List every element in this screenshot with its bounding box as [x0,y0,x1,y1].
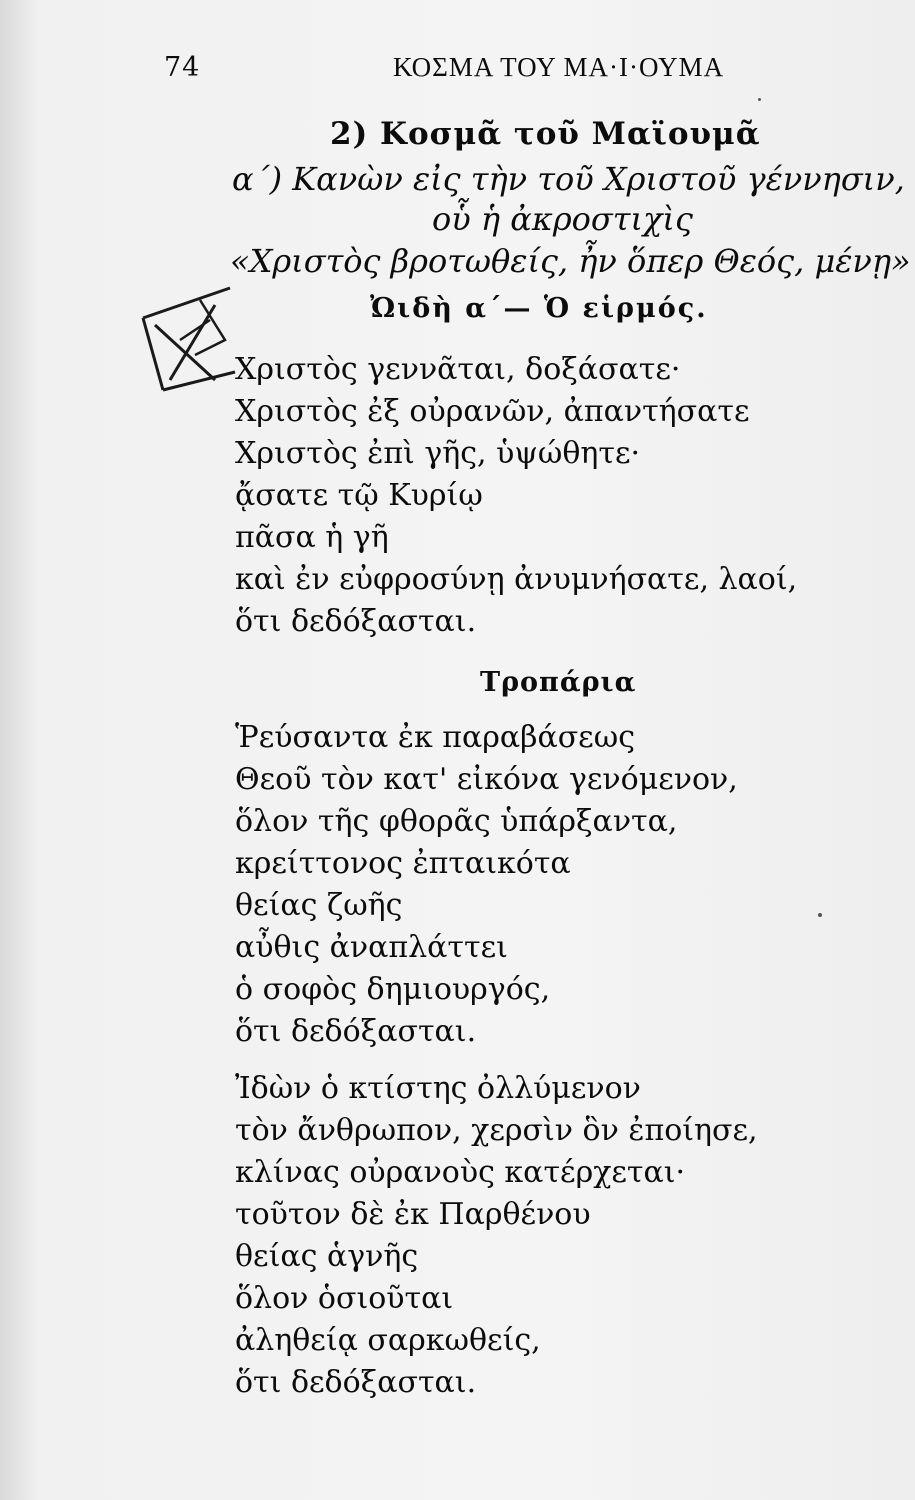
running-head [160,52,760,92]
troparion-2 [235,1068,758,1404]
page-number: 74 [164,52,201,83]
verse-line: ὅτι δεδόξασται. [235,1365,477,1400]
verse-line: ὅλον ὁσιοῦται [235,1281,454,1316]
subtitle-line-2: οὗ ἡ ἀκροστιχὶς [432,200,693,238]
verse-line: ὅτι δεδόξασται. [235,604,477,639]
ode-heading: Ὠιδὴ α΄— Ὁ εἱρμός. [370,293,708,324]
verse-line: ὅτι δεδόξασται. [235,1014,477,1049]
verse-line: Ἰδὼν ὁ κτίστης ὀλλύμενον [235,1071,641,1106]
paper-speck [758,98,761,101]
subtitle-line-3: «Χριστὸς βροτωθείς, ἦν ὅπερ Θεός, μένῃ» [230,242,911,280]
verse-line: αὖθις ἀναπλάττει [235,930,508,965]
verse-line: καὶ ἐν εὐφροσύνῃ ἀνυμνήσατε, λαοί, [235,562,798,597]
verse-line: Ῥεύσαντα ἐκ παραβάσεως [235,720,635,755]
running-title: ΚΟΣΜΑ ΤΟΥ ΜΑ·Ι·ΟΥΜΑ [393,52,725,82]
verse-line: θείας ἁγνῆς [235,1239,419,1274]
subtitle-line-1: α΄) Κανὼν εἰς τὴν τοῦ Χριστοῦ γέννησιν, [232,160,905,198]
verse-line: Χριστὸς ἐπὶ γῆς, ὑψώθητε· [235,436,641,471]
verse-line: ὅλον τῆς φθορᾶς ὑπάρξαντα, [235,804,678,839]
verse-line: ἀληθείᾳ σαρκωθείς, [235,1323,541,1358]
handwritten-cross-mark-icon [135,280,240,405]
verse-line: ὁ σοφὸς δημιουργός, [235,972,551,1007]
heirmos-block [235,349,797,643]
verse-line: κλίνας οὐρανοὺς κατέρχεται· [235,1155,686,1190]
verse-line: Χριστὸς ἐξ οὐρανῶν, ἀπαντήσατε [235,394,750,429]
verse-line: κρείττονος ἐπταικότα [235,846,571,881]
verse-line: θείας ζωῆς [235,888,403,923]
verse-line: ᾄσατε τῷ Κυρίῳ [235,478,483,513]
section-title: 2) Κοσμᾶ τοῦ Μαϊουμᾶ [330,116,761,152]
troparia-heading: Τροπάρια [480,667,637,698]
paper-speck [818,913,822,917]
troparion-1 [235,717,738,1053]
verse-line: τὸν ἄνθρωπον, χερσὶν ὃν ἐποίησε, [235,1113,758,1148]
verse-line: Χριστὸς γεννᾶται, δοξάσατε· [235,352,681,387]
verse-line: τοῦτον δὲ ἐκ Παρθένου [235,1197,591,1232]
verse-line: Θεοῦ τὸν κατ' εἰκόνα γενόμενον, [235,762,738,797]
verse-line: πᾶσα ἡ γῆ [235,520,389,555]
